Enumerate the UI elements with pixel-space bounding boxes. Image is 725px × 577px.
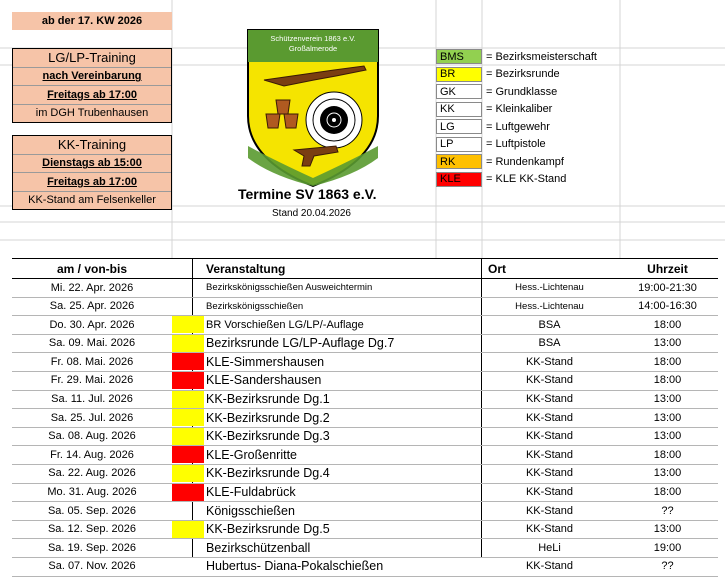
legend-code: KK bbox=[436, 102, 482, 117]
table-row bbox=[12, 409, 718, 428]
lg-lp-training-line2: Freitags ab 17:00 bbox=[13, 86, 171, 105]
event-date: Sa. 12. Sep. 2026 bbox=[47, 523, 137, 536]
category-marker bbox=[172, 465, 204, 482]
category-marker bbox=[172, 558, 204, 575]
event-location: KK-Stand bbox=[525, 430, 574, 443]
legend-code: BR bbox=[436, 67, 482, 82]
events-table bbox=[12, 279, 718, 577]
event-name: Bezirkskönigsschießen bbox=[206, 300, 304, 312]
event-date: Sa. 19. Sep. 2026 bbox=[47, 541, 137, 554]
event-name: Bezirksrunde LG/LP-Auflage Dg.7 bbox=[206, 336, 395, 351]
category-marker bbox=[172, 372, 204, 389]
event-location: KK-Stand bbox=[525, 486, 574, 499]
table-row bbox=[12, 428, 718, 447]
legend-code: GK bbox=[436, 84, 482, 99]
legend-item bbox=[436, 48, 616, 66]
event-name: KK-Bezirksrunde Dg.3 bbox=[206, 429, 330, 444]
table-row bbox=[12, 558, 718, 577]
legend-item bbox=[436, 136, 616, 154]
category-marker bbox=[172, 428, 204, 445]
event-location: KK-Stand bbox=[525, 504, 574, 517]
event-name: Bezirkskönigsschießen Ausweichtermin bbox=[206, 282, 373, 293]
kk-training-box bbox=[12, 135, 172, 210]
table-row bbox=[12, 316, 718, 335]
event-location: BSA bbox=[538, 318, 561, 331]
category-marker bbox=[172, 446, 204, 463]
category-marker bbox=[172, 521, 204, 538]
legend-item bbox=[436, 66, 616, 84]
table-row bbox=[12, 484, 718, 503]
lg-lp-training-line3: im DGH Trubenhausen bbox=[13, 105, 171, 123]
category-marker bbox=[172, 502, 204, 519]
event-name: KLE-Simmershausen bbox=[206, 354, 325, 369]
lg-lp-training-title: LG/LP-Training bbox=[13, 49, 171, 68]
event-name: Königsschießen bbox=[206, 503, 295, 518]
table-row bbox=[12, 465, 718, 484]
event-name: KLE-Großenritte bbox=[206, 447, 298, 462]
event-date: Sa. 08. Aug. 2026 bbox=[48, 430, 136, 443]
club-logo bbox=[244, 28, 382, 188]
event-time: 14:00-16:30 bbox=[638, 300, 697, 313]
event-location: KK-Stand bbox=[525, 393, 574, 406]
target-icon bbox=[306, 92, 362, 148]
kk-training-line1: Dienstags ab 15:00 bbox=[13, 155, 171, 174]
event-time: 18:00 bbox=[653, 448, 682, 461]
event-location: BSA bbox=[538, 337, 561, 350]
kk-training-title: KK-Training bbox=[13, 136, 171, 155]
category-marker bbox=[172, 353, 204, 370]
table-row bbox=[12, 521, 718, 540]
category-marker bbox=[172, 539, 204, 556]
category-marker bbox=[172, 391, 204, 408]
category-marker bbox=[172, 484, 204, 501]
event-date: Do. 30. Apr. 2026 bbox=[49, 318, 135, 331]
event-date: Sa. 25. Jul. 2026 bbox=[50, 411, 134, 424]
event-date: Mi. 22. Apr. 2026 bbox=[50, 281, 134, 294]
legend-item bbox=[436, 101, 616, 119]
table-row bbox=[12, 335, 718, 354]
event-time: 13:00 bbox=[653, 523, 682, 536]
event-location: KK-Stand bbox=[525, 411, 574, 424]
event-time: 19:00-21:30 bbox=[638, 281, 697, 294]
legend-description: = Bezirksmeisterschaft bbox=[486, 50, 597, 63]
table-row bbox=[12, 298, 718, 317]
event-name: Hubertus- Diana-Pokalschießen bbox=[206, 559, 384, 574]
event-name: KK-Bezirksrunde Dg.4 bbox=[206, 466, 330, 481]
event-location: KK-Stand bbox=[525, 467, 574, 480]
table-header bbox=[12, 258, 718, 279]
legend-item bbox=[436, 118, 616, 136]
event-time: ?? bbox=[661, 504, 674, 517]
stand-date: Stand 20.04.2026 bbox=[272, 208, 351, 219]
event-date: Sa. 22. Aug. 2026 bbox=[48, 467, 136, 480]
lg-lp-training-box bbox=[12, 48, 172, 123]
table-row bbox=[12, 391, 718, 410]
event-name: BR Vorschießen LG/LP/-Auflage bbox=[206, 318, 364, 331]
legend-description: = Bezirksrunde bbox=[486, 68, 560, 81]
event-time: 18:00 bbox=[653, 374, 682, 387]
table-row bbox=[12, 372, 718, 391]
lg-lp-training-line1: nach Vereinbarung bbox=[13, 68, 171, 87]
legend-item bbox=[436, 153, 616, 171]
event-name: KK-Bezirksrunde Dg.1 bbox=[206, 392, 330, 407]
category-marker bbox=[172, 335, 204, 352]
legend-description: = Grundklasse bbox=[486, 85, 558, 98]
legend-code: BMS bbox=[436, 49, 482, 64]
logo-club-town: Großalmerode bbox=[288, 44, 338, 53]
event-location: KK-Stand bbox=[525, 374, 574, 387]
category-marker bbox=[172, 279, 204, 296]
category-marker bbox=[172, 298, 204, 315]
event-location: Hess.-Lichtenau bbox=[515, 300, 584, 312]
event-date: Sa. 09. Mai. 2026 bbox=[48, 337, 136, 350]
event-location: Hess.-Lichtenau bbox=[515, 282, 584, 293]
legend-description: = KLE KK-Stand bbox=[486, 173, 567, 186]
page-title: Termine SV 1863 e.V. bbox=[238, 186, 377, 202]
table-row bbox=[12, 539, 718, 558]
header-ort: Ort bbox=[488, 262, 506, 276]
event-time: 13:00 bbox=[653, 467, 682, 480]
event-name: KK-Bezirksrunde Dg.2 bbox=[206, 410, 330, 425]
event-location: KK-Stand bbox=[525, 448, 574, 461]
legend-description: = Luftgewehr bbox=[486, 120, 550, 133]
legend-code: RK bbox=[436, 154, 482, 169]
event-date: Fr. 14. Aug. 2026 bbox=[50, 448, 134, 461]
event-name: KLE-Sandershausen bbox=[206, 373, 322, 388]
legend-description: = Luftpistole bbox=[486, 138, 546, 151]
header-event: Veranstaltung bbox=[206, 262, 286, 276]
event-location: KK-Stand bbox=[525, 560, 574, 573]
kk-training-line2: Freitags ab 17:00 bbox=[13, 173, 171, 192]
table-row bbox=[12, 353, 718, 372]
event-time: 13:00 bbox=[653, 337, 682, 350]
category-marker bbox=[172, 316, 204, 333]
event-time: 18:00 bbox=[653, 355, 682, 368]
event-location: HeLi bbox=[538, 541, 561, 554]
table-row bbox=[12, 446, 718, 465]
event-time: 13:00 bbox=[653, 393, 682, 406]
event-name: KK-Bezirksrunde Dg.5 bbox=[206, 522, 330, 537]
event-location: KK-Stand bbox=[525, 355, 574, 368]
legend-code: LG bbox=[436, 119, 482, 134]
table-row bbox=[12, 279, 718, 298]
event-time: 18:00 bbox=[653, 486, 682, 499]
event-date: Fr. 29. Mai. 2026 bbox=[50, 374, 134, 387]
kk-training-line3: KK-Stand am Felsenkeller bbox=[13, 192, 171, 210]
category-marker bbox=[172, 409, 204, 426]
event-date: Mo. 31. Aug. 2026 bbox=[47, 486, 137, 499]
week-label: ab der 17. KW 2026 bbox=[12, 12, 172, 30]
legend-item bbox=[436, 83, 616, 101]
header-date: am / von-bis bbox=[56, 262, 127, 276]
event-time: ?? bbox=[661, 560, 674, 573]
event-name: KLE-Fuldabrück bbox=[206, 485, 296, 500]
legend-code: LP bbox=[436, 137, 482, 152]
event-time: 18:00 bbox=[653, 318, 682, 331]
event-date: Sa. 25. Apr. 2026 bbox=[49, 300, 135, 313]
event-time: 19:00 bbox=[653, 541, 682, 554]
event-location: KK-Stand bbox=[525, 523, 574, 536]
event-date: Fr. 08. Mai. 2026 bbox=[50, 355, 134, 368]
event-date: Sa. 05. Sep. 2026 bbox=[47, 504, 137, 517]
legend bbox=[436, 48, 616, 188]
event-name: Bezirkschützenball bbox=[206, 540, 311, 555]
event-time: 13:00 bbox=[653, 411, 682, 424]
header-time: Uhrzeit bbox=[647, 262, 688, 276]
logo-club-name: Schützenverein 1863 e.V. bbox=[270, 34, 356, 43]
legend-code: KLE bbox=[436, 172, 482, 187]
event-time: 13:00 bbox=[653, 430, 682, 443]
legend-description: = Kleinkaliber bbox=[486, 103, 553, 116]
table-row bbox=[12, 502, 718, 521]
event-date: Sa. 07. Nov. 2026 bbox=[48, 560, 136, 573]
event-date: Sa. 11. Jul. 2026 bbox=[51, 393, 133, 406]
legend-description: = Rundenkampf bbox=[486, 155, 564, 168]
legend-item bbox=[436, 171, 616, 189]
